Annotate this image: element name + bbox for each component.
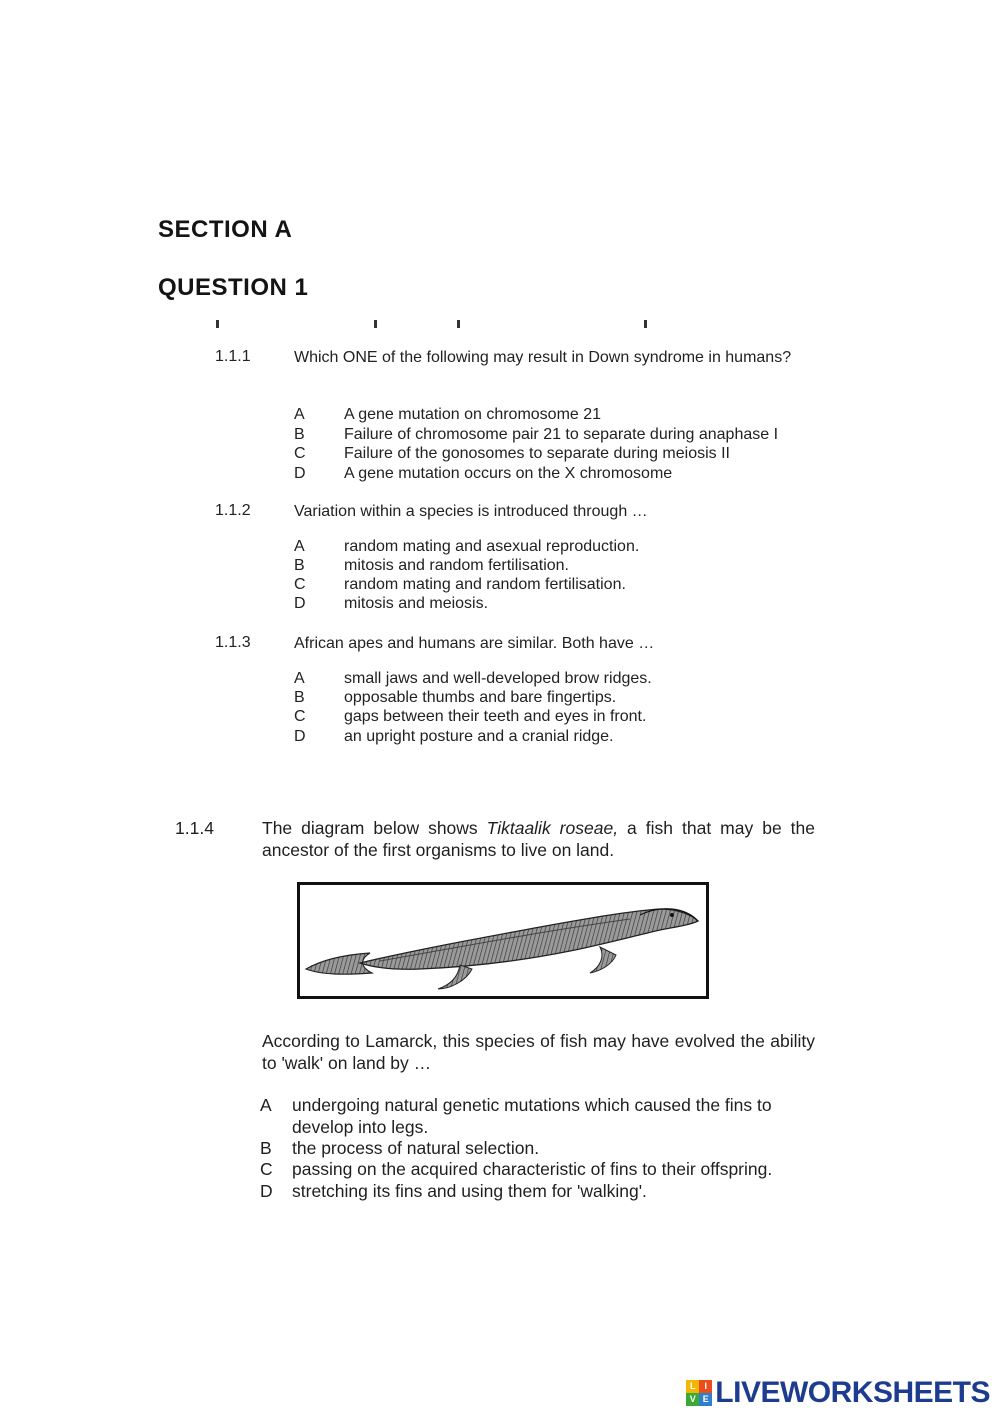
answer-option[interactable] [294,708,646,726]
tiktaalik-diagram [297,882,709,999]
option-letter: D [294,595,306,612]
question-number: 1.1.3 [215,634,251,651]
question-number: 1.1.2 [215,502,251,519]
liveworksheets-logo-icon [686,1380,712,1406]
option-text: passing on the acquired characteristic of fins to their offspring. [292,1159,773,1179]
option-letter: B [260,1138,272,1158]
answer-option[interactable] [260,1137,820,1159]
question-stem: Which ONE of the following may result in Down syndrome in humans? [294,349,792,366]
option-text: A gene mutation occurs on the X chromosome [344,465,673,482]
tiktaalik-fish-illustration [300,885,706,996]
answer-option[interactable] [294,557,569,575]
section-heading: SECTION A [158,216,293,243]
crop-artifact [644,320,647,328]
option-text: mitosis and meiosis. [344,595,489,612]
option-text: A gene mutation on chromosome 21 [344,406,602,423]
logo-letter: L [686,1380,699,1393]
option-text: mitosis and random fertilisation. [344,557,569,574]
answer-option[interactable] [260,1094,820,1138]
answer-option[interactable] [294,728,614,746]
option-letter: B [294,689,305,706]
option-letter: B [294,426,305,443]
answer-option[interactable] [294,576,626,594]
crop-artifact [457,320,460,328]
answer-option[interactable] [294,406,601,424]
option-letter: B [294,557,305,574]
liveworksheets-brand [686,1376,990,1410]
option-text: stretching its fins and using them for 'walking'. [292,1181,647,1201]
option-text: an upright posture and a cranial ridge. [344,728,614,745]
option-text: undergoing natural genetic mutations which caused the fins to develop into legs. [292,1095,772,1137]
answer-option[interactable] [294,465,672,483]
question-stem [262,817,815,861]
option-text: random mating and random fertilisation. [344,576,626,593]
option-letter: D [260,1181,273,1201]
answer-option[interactable] [294,595,488,613]
question-number: 1.1.4 [175,818,214,838]
question-followup: According to Lamarck, this species of fish may have evolved the ability to 'walk' on land by … [262,1031,815,1073]
option-letter: D [294,728,306,745]
option-letter: C [260,1159,273,1179]
option-text: small jaws and well-developed brow ridges. [344,670,652,687]
option-letter: C [294,708,306,725]
logo-letter: I [699,1380,712,1393]
question-heading: QUESTION 1 [158,274,309,301]
option-text: gaps between their teeth and eyes in front. [344,708,647,725]
option-letter: C [294,445,306,462]
stem-text: a fish that may be the ancestor of the first organisms to live on land. [262,818,816,860]
answer-option[interactable] [294,538,639,556]
answer-option[interactable] [260,1158,820,1180]
option-text: opposable thumbs and bare fingertips. [344,689,617,706]
logo-letter: V [686,1393,699,1406]
species-name: Tiktaalik roseae, [486,818,619,838]
question-number: 1.1.1 [215,348,251,365]
answer-option[interactable] [294,670,652,688]
answer-option[interactable] [260,1180,820,1202]
stem-text: The diagram below shows [262,818,487,838]
crop-artifact [374,320,377,328]
question-stem: Variation within a species is introduced through … [294,503,648,520]
option-letter: A [294,538,305,555]
option-text: Failure of the gonosomes to separate during meiosis II [344,445,730,462]
option-text: random mating and asexual reproduction. [344,538,640,555]
option-letter: A [294,406,305,423]
answer-option[interactable] [294,445,730,463]
answer-option[interactable] [294,426,778,444]
option-text: Failure of chromosome pair 21 to separate during anaphase I [344,426,779,443]
answer-option[interactable] [294,689,616,707]
question-stem: African apes and humans are similar. Both have … [294,635,655,652]
crop-artifact [216,320,219,328]
option-letter: D [294,465,306,482]
option-letter: C [294,576,306,593]
option-letter: A [260,1095,272,1115]
logo-letter: E [699,1393,712,1406]
option-text: the process of natural selection. [292,1138,540,1158]
option-letter: A [294,670,305,687]
brand-text: LIVEWORKSHEETS [715,1376,990,1409]
